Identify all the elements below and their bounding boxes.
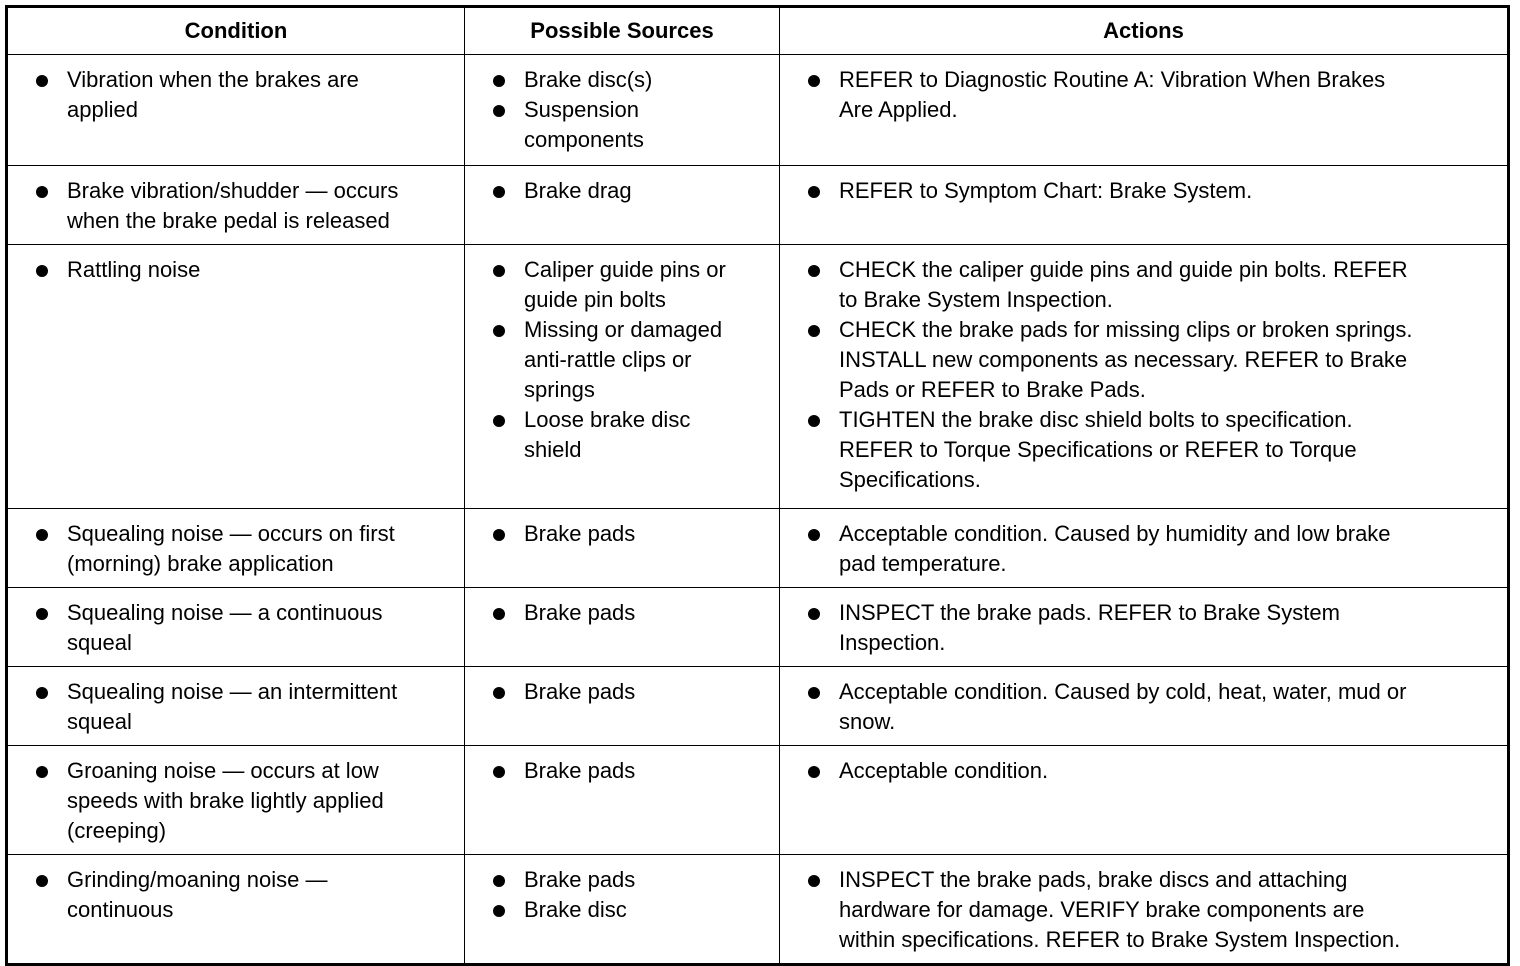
bullet-list (780, 667, 1507, 745)
bullet-icon (36, 687, 48, 699)
list-item (780, 255, 1507, 315)
item-text: Suspension components (524, 97, 644, 152)
header-actions: Actions (780, 7, 1509, 55)
list-item (465, 519, 779, 549)
bullet-list (780, 746, 1507, 794)
sources-cell (465, 509, 780, 588)
header-row (7, 7, 1509, 55)
bullet-icon (493, 105, 505, 117)
actions-cell (780, 55, 1509, 166)
bullet-icon (808, 766, 820, 778)
item-text: Acceptable condition. Caused by cold, heat, water, mud or snow. (839, 679, 1407, 734)
bullet-icon (493, 75, 505, 87)
actions-cell (780, 509, 1509, 588)
bullet-icon (808, 529, 820, 541)
sources-cell (465, 746, 780, 855)
condition-cell (7, 55, 465, 166)
list-item (465, 315, 779, 405)
list-item (780, 405, 1507, 495)
item-text: REFER to Symptom Chart: Brake System. (839, 178, 1253, 203)
list-item (8, 756, 464, 846)
bullet-icon (493, 186, 505, 198)
bullet-list (8, 667, 464, 745)
bullet-icon (36, 186, 48, 198)
list-item (465, 677, 779, 707)
bullet-icon (808, 186, 820, 198)
actions-cell (780, 746, 1509, 855)
item-text: Brake disc(s) (524, 67, 653, 92)
actions-cell (780, 166, 1509, 245)
bullet-list (780, 55, 1507, 133)
item-text: INSPECT the brake pads. REFER to Brake System Inspection. (839, 600, 1340, 655)
bullet-list (8, 245, 464, 293)
condition-cell (7, 667, 465, 746)
actions-cell (780, 588, 1509, 667)
item-text: Brake pads (524, 521, 636, 546)
table-row (7, 55, 1509, 166)
item-text: Missing or damaged anti-rattle clips or springs (524, 317, 723, 402)
item-text: Brake vibration/shudder — occurs when the brake pedal is released (67, 178, 399, 233)
list-item (465, 895, 779, 925)
bullet-icon (808, 75, 820, 87)
bullet-icon (493, 415, 505, 427)
item-text: Brake pads (524, 867, 636, 892)
bullet-icon (808, 608, 820, 620)
bullet-list (465, 855, 779, 933)
list-item (780, 176, 1507, 206)
bullet-list (8, 509, 464, 587)
item-text: Squealing noise — a continuous squeal (67, 600, 383, 655)
item-text: Squealing noise — occurs on first (morning) brake application (67, 521, 395, 576)
list-item (8, 176, 464, 236)
bullet-list (465, 667, 779, 715)
symptom-table (5, 5, 1510, 966)
sources-cell (465, 245, 780, 509)
item-text: Caliper guide pins or guide pin bolts (524, 257, 726, 312)
bullet-list (8, 588, 464, 666)
sources-cell (465, 855, 780, 965)
item-text: Brake drag (524, 178, 632, 203)
item-text: Groaning noise — occurs at low speeds with brake lightly applied (creeping) (67, 758, 384, 843)
list-item (465, 405, 779, 465)
bullet-list (465, 509, 779, 557)
list-item (780, 677, 1507, 737)
list-item (780, 756, 1507, 786)
list-item (8, 598, 464, 658)
item-text: Grinding/moaning noise — continuous (67, 867, 328, 922)
bullet-icon (493, 608, 505, 620)
actions-cell (780, 855, 1509, 965)
header-possible-sources: Possible Sources (465, 7, 780, 55)
bullet-icon (493, 529, 505, 541)
actions-cell (780, 667, 1509, 746)
bullet-icon (808, 415, 820, 427)
condition-cell (7, 588, 465, 667)
bullet-icon (493, 766, 505, 778)
bullet-list (780, 509, 1507, 587)
item-text: Brake pads (524, 758, 636, 783)
bullet-list (465, 245, 779, 473)
bullet-list (8, 166, 464, 244)
sources-cell (465, 166, 780, 245)
condition-cell (7, 245, 465, 509)
list-item (465, 756, 779, 786)
table-row (7, 855, 1509, 965)
item-text: Brake pads (524, 600, 636, 625)
item-text: CHECK the caliper guide pins and guide pin bolts. REFER to Brake System Inspection. (839, 257, 1408, 312)
list-item (780, 315, 1507, 405)
bullet-icon (493, 325, 505, 337)
bullet-icon (493, 265, 505, 277)
bullet-icon (493, 875, 505, 887)
table-row (7, 588, 1509, 667)
header-condition: Condition (7, 7, 465, 55)
list-item (8, 519, 464, 579)
list-item (465, 255, 779, 315)
list-item (780, 598, 1507, 658)
list-item (8, 255, 464, 285)
list-item (780, 865, 1507, 955)
condition-cell (7, 509, 465, 588)
list-item (465, 598, 779, 628)
sources-cell (465, 667, 780, 746)
item-text: Acceptable condition. (839, 758, 1049, 783)
sources-cell (465, 588, 780, 667)
bullet-list (465, 588, 779, 636)
sources-cell (465, 55, 780, 166)
condition-cell (7, 166, 465, 245)
list-item (465, 95, 779, 155)
bullet-list (465, 166, 779, 214)
bullet-list (8, 855, 464, 933)
actions-cell (780, 245, 1509, 509)
item-text: REFER to Diagnostic Routine A: Vibration When Brakes Are Applied. (839, 67, 1386, 122)
bullet-list (780, 166, 1507, 214)
bullet-list (465, 55, 779, 163)
table-row (7, 166, 1509, 245)
condition-cell (7, 746, 465, 855)
bullet-list (780, 855, 1507, 963)
item-text: TIGHTEN the brake disc shield bolts to specification. REFER to Torque Specifications or REFER to Torque Specifications. (839, 407, 1357, 492)
bullet-icon (808, 265, 820, 277)
bullet-icon (493, 687, 505, 699)
item-text: Vibration when the brakes are applied (67, 67, 359, 122)
item-text: Brake disc (524, 897, 627, 922)
list-item (8, 677, 464, 737)
item-text: CHECK the brake pads for missing clips or broken springs. INSTALL new components as necessary. REFER to Brake Pads or REFER to Brake Pads. (839, 317, 1413, 402)
bullet-icon (36, 265, 48, 277)
list-item (8, 65, 464, 125)
bullet-icon (808, 687, 820, 699)
list-item (465, 865, 779, 895)
bullet-icon (36, 766, 48, 778)
list-item (465, 176, 779, 206)
bullet-icon (808, 325, 820, 337)
item-text: Brake pads (524, 679, 636, 704)
item-text: Loose brake disc shield (524, 407, 691, 462)
table-row (7, 509, 1509, 588)
list-item (780, 519, 1507, 579)
table-row (7, 746, 1509, 855)
bullet-icon (36, 75, 48, 87)
table-body (7, 55, 1509, 965)
bullet-icon (36, 529, 48, 541)
item-text: Rattling noise (67, 257, 201, 282)
bullet-list (465, 746, 779, 794)
condition-cell (7, 855, 465, 965)
table-row (7, 667, 1509, 746)
bullet-list (780, 588, 1507, 666)
bullet-icon (493, 905, 505, 917)
list-item (465, 65, 779, 95)
bullet-icon (36, 875, 48, 887)
bullet-list (8, 746, 464, 854)
list-item (8, 865, 464, 925)
bullet-icon (808, 875, 820, 887)
item-text: INSPECT the brake pads, brake discs and attaching hardware for damage. VERIFY brake components are within specifications. REFER to Brake System Inspection. (839, 867, 1401, 952)
bullet-list (8, 55, 464, 133)
table-row (7, 245, 1509, 509)
bullet-icon (36, 608, 48, 620)
item-text: Squealing noise — an intermittent squeal (67, 679, 398, 734)
item-text: Acceptable condition. Caused by humidity and low brake pad temperature. (839, 521, 1391, 576)
list-item (780, 65, 1507, 125)
bullet-list (780, 245, 1507, 503)
